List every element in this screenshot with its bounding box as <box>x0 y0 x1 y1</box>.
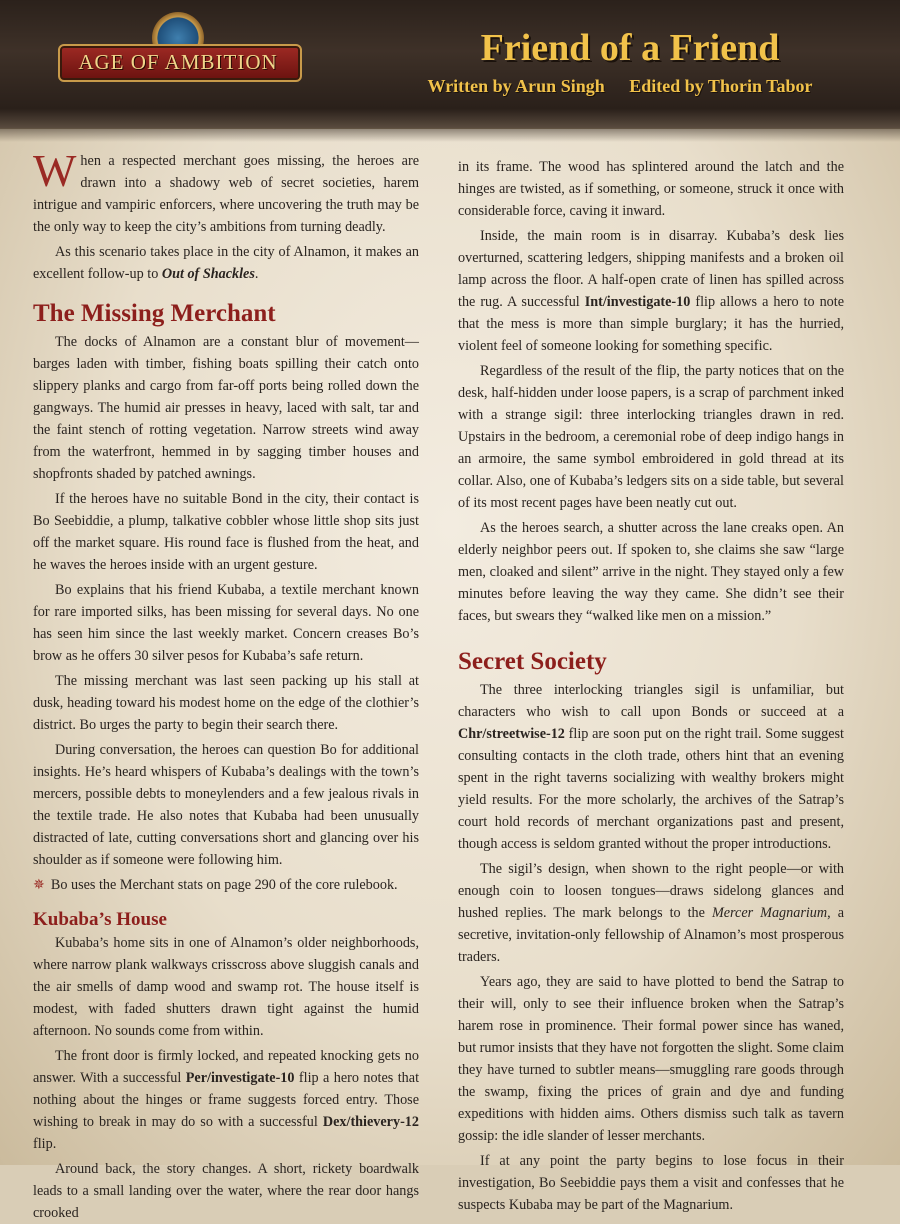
body-paragraph: If the heroes have no suitable Bond in the city, their contact is Bo Seebiddie, a plump, talkative cobbler whose little shop sits just off the market square. His round face is flushed from the heat, and he waves the heroes inside with an urgent gesture. <box>33 491 419 573</box>
body-paragraph: Around back, the story changes. A short, rickety boardwalk leads to a small landing over the water, where the rear door hangs crooked <box>33 1161 419 1221</box>
subsection-heading-kubaba-house: Kubaba’s House <box>33 909 167 930</box>
skill-check: Per/investigate-10 <box>185 1070 295 1086</box>
body-paragraph: Years ago, they are said to have plotted to bend the Satrap to their will, only to see their influence broken when the Satrap’s harem rose in prominence. Their formal power since has waned, but rumor insists that they have not forgotten the slight. Some claim they have turned to subtler means—smuggling rare goods through the swamp, fixing the prices of grain and dye and funding expeditions with hidden aims. Others dismiss such talk as tavern gossip: the idle slander of lesser merchants. <box>458 974 844 1144</box>
body-paragraph: The missing merchant was last seen packing up his stall at dusk, heading toward his modest home on the edge of the clothier’s district. Bo urges the party to begin their search there. <box>33 673 419 733</box>
book-title: Out of Shackles <box>161 266 255 282</box>
age-of-ambition-logo <box>58 14 298 106</box>
byline <box>360 76 880 97</box>
body-paragraph: Bo explains that his friend Kubaba, a textile merchant known for rare imported silks, has been missing for several days. No one has seen him since the last weekly market. Concern creases Bo’s brow as he offers 30 silver pesos for Kubaba’s safe return. <box>33 582 419 664</box>
body-paragraph: in its frame. The wood has splintered around the latch and the hinges are twisted, as if something, or someone, struck it once with considerable force, caving it inward. <box>458 159 844 219</box>
author-credit: Written by Arun Singh <box>427 76 605 96</box>
intro-paragraph: When a respected merchant goes missing, the heroes are drawn into a shadowy web of secret societies, harem intrigue and vampiric enforcers, where uncovering the truth may be the only way to keep the city’s ambitions from turning deadly. <box>33 145 419 235</box>
page-title: Friend of a Friend <box>480 27 780 69</box>
skill-check: Int/investigate-10 <box>584 294 691 310</box>
header-banner <box>0 0 900 129</box>
body-paragraph: Kubaba’s home sits in one of Alnamon’s older neighborhoods, where narrow plank walkways crisscross above sluggish canals and the air smells of damp wood and swamp rot. The house itself is modest, with faded shutters drawn tight against the humid afternoon. No sounds come from within. <box>33 935 419 1039</box>
intro-paragraph: As this scenario takes place in the city of Alnamon, it makes an excellent follow-up to Out of Shackles. <box>33 244 419 282</box>
body-paragraph: The front door is firmly locked, and repeated knocking gets no answer. With a successful Per/investigate-10 flip a hero notes that nothing about the hinges or frame suggests forced entry. Those wishing to break in may do so with a successful Dex/thievery-12 flip. <box>33 1048 420 1152</box>
body-paragraph: As the heroes search, a shutter across the lane creaks open. An elderly neighbor peers out. If spoken to, she claims she saw “large men, cloaked and silent” arrive in the night. They stayed only a few minutes before leaving the way they came. She didn’t see their faces, but swears they “walked like men on a mission.” <box>458 520 844 624</box>
body-paragraph: Regardless of the result of the flip, the party notices that on the desk, half-hidden under loose papers, is a scrap of parchment inked with a strange sigil: three interlocking triangles drawn in red. Upstairs in the bedroom, a ceremonial robe of deep indigo hangs in an armoire, the same symbol embroidered in gold thread at its collar. Also, one of Kubaba’s ledgers sits on a side table, but several of its most recent pages have been neatly cut out. <box>458 363 844 511</box>
body-paragraph: The sigil’s design, when shown to the right people—or with enough coin to loosen tongues—draws sidelong glances and hushed replies. The mark belongs to the Mercer Magnarium, a secretive, invitation-only fellowship of Alnamon’s most prosperous traders. <box>458 861 844 965</box>
organization-name: Mercer Magnarium <box>711 905 828 921</box>
section-heading-missing-merchant: The Missing Merchant <box>33 300 276 327</box>
skill-check: Chr/streetwise-12 <box>458 726 565 742</box>
right-column <box>458 156 844 1216</box>
logo-text: AGE OF AMBITION <box>78 50 278 74</box>
body-paragraph: The three interlocking triangles sigil is unfamiliar, but characters who wish to call upon Bonds or succeed at a Chr/streetwise-12 flip are soon put on the right trail. Some suggest consulting contacts in the cloth trade, others hint that an evening spent in the right taverns socializing with wealthy brokers might yield results. For the more scholarly, the archives of the Satrap’s court hold records of merchant organizations past and present, though access is seldom granted without the proper introductions. <box>458 682 844 852</box>
body-paragraph: Inside, the main room is in disarray. Kubaba’s desk lies overturned, scattering ledgers, shipping manifests and a broken oil lamp across the floor. A half-open crate of linen has spilled across the rug. A successful Int/investigate-10 flip allows a hero to note that the mess is more than simple burglary; it has the hurried, violent feel of someone looking for something specific. <box>458 228 844 354</box>
section-heading-secret-society: Secret Society <box>458 648 607 675</box>
drop-cap: W <box>33 145 77 196</box>
skill-check: Dex/thievery-12 <box>322 1114 419 1130</box>
body-paragraph: During conversation, the heroes can question Bo for additional insights. He’s heard whispers of Kubaba’s dealings with the town’s mercers, possible debts to moneylenders and a few jealous rivals in the textile trade. He also notes that Kubaba had been unusually distracted of late, cutting conversations short and glancing over his shoulder as if someone were following him. <box>33 742 419 868</box>
body-paragraph: If at any point the party begins to lose focus in their investigation, Bo Seebiddie pays them a visit and confesses that he suspects Kubaba may be part of the Magnarium. <box>458 1153 844 1213</box>
stat-note: ✵ Bo uses the Merchant stats on page 290 of the core rulebook. <box>33 877 398 893</box>
body-paragraph: The docks of Alnamon are a constant blur of movement—barges laden with timber, fishing boats spilling their catch onto slippery planks and cargo from far-off ports being rolled down the gangways. The humid air presses in heavy, laced with salt, tar and the faint stench of rotting vegetation. Narrow streets wind away from the waterfront, hemmed in by sagging timber houses and shopfronts shaded by patched awnings. <box>33 334 419 482</box>
star-bullet-icon: ✵ <box>33 877 45 893</box>
editor-credit: Edited by Thorin Tabor <box>629 76 813 96</box>
left-column <box>33 145 420 1224</box>
